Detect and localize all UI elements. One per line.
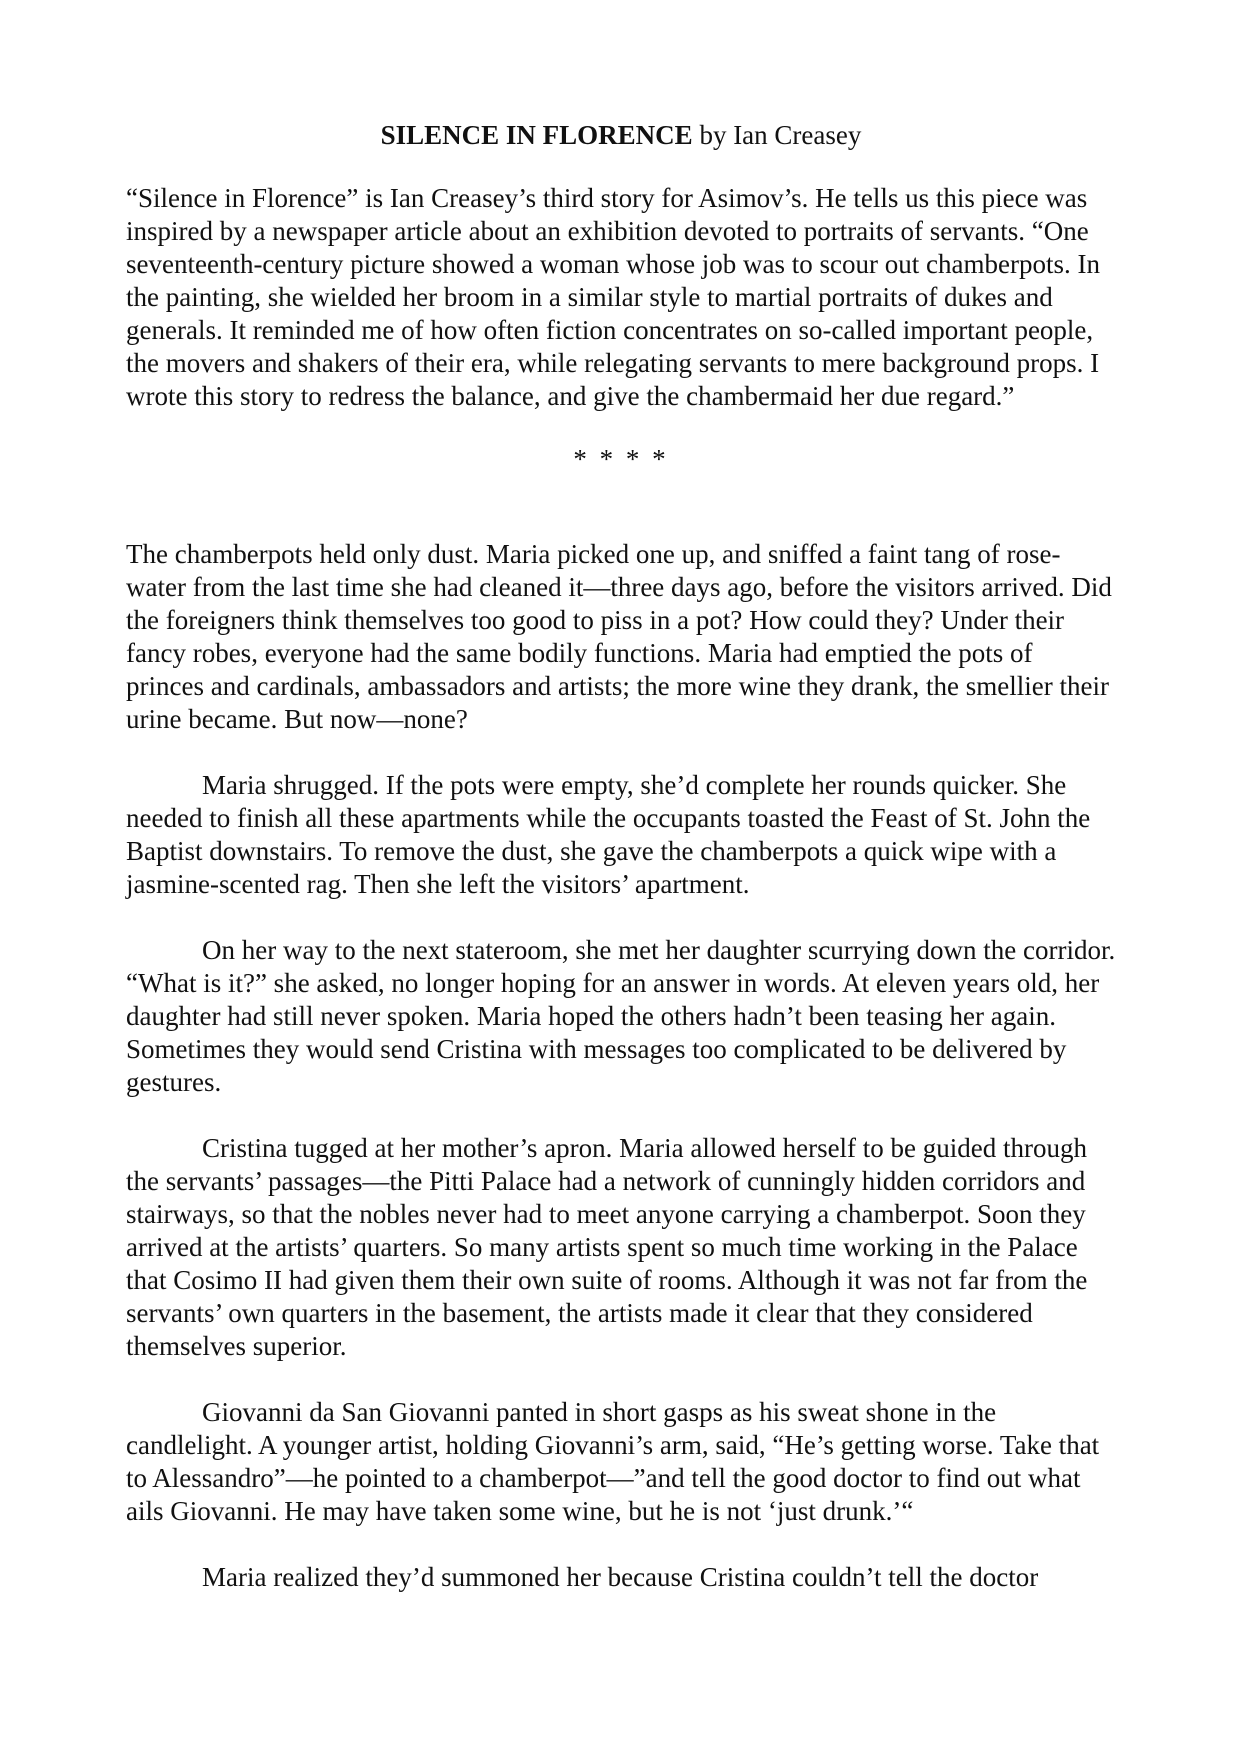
story-paragraph-5: Giovanni da San Giovanni panted in short gasps as his sweat shone in the candlelight. A younger artist, holding Giovanni’s arm, said, “He’s getting worse. Take that to Alessandro”—he pointed to a chamberpot—”and tell the good doctor to find out what ails Giovanni. He may have taken some wine, but he is not ‘just drunk.’“ xyxy=(126,1397,1100,1526)
story-title: SILENCE IN FLORENCE xyxy=(380,120,693,150)
story-heading xyxy=(126,118,1116,152)
story-paragraph-4: Cristina tugged at her mother’s apron. Maria allowed herself to be guided through the servants’ passages—the Pitti Palace had a network of cunningly hidden corridors and stairways, so that the nobles never had to meet anyone carrying a chamberpot. Soon they arrived at the artists’ quarters. So many artists spent so much time working in the Palace that Cosimo II had given them their own suite of rooms. Although it was not far from the servants’ own quarters in the basement, the artists made it clear that they considered themselves superior. xyxy=(126,1133,1088,1361)
story-paragraph-3: On her way to the next stateroom, she met her daughter scurrying down the corridor. “What is it?” she asked, no longer hoping for an answer in words. At eleven years old, her daughter had still never spoken. Maria hoped the others hadn’t been teasing her again. Sometimes they would send Cristina with messages too complicated to be delivered by gestures. xyxy=(126,935,1116,1097)
story-paragraph-6: Maria realized they’d summoned her because Cristina couldn’t tell the doctor xyxy=(202,1562,1039,1592)
story-byline: by Ian Creasey xyxy=(692,120,862,150)
section-separator: * * * * xyxy=(573,444,669,474)
intro-paragraph: “Silence in Florence” is Ian Creasey’s third story for Asimov’s. He tells us this piece was inspired by a newspaper article about an exhibition devoted to portraits of servants. “One seventeenth-century picture showed a woman whose job was to scour out chamberpots. In the painting, she wielded her broom in a similar style to martial portraits of dukes and generals. It reminded me of how often fiction concentrates on so-called important people, the movers and shakers of their era, while relegating servants to mere background props. I wrote this story to redress the balance, and give the chambermaid her due regard.” xyxy=(126,183,1100,411)
document-page xyxy=(126,118,1116,1627)
story-paragraph-1: The chamberpots held only dust. Maria picked one up, and sniffed a faint tang of rose-water from the last time she had cleaned it—three days ago, before the visitors arrived. Did the foreigners think themselves too good to piss in a pot? How could they? Under their fancy robes, everyone had the same bodily functions. Maria had emptied the pots of princes and cardinals, ambassadors and artists; the more wine they drank, the smellier their urine became. But now—none? xyxy=(126,539,1112,734)
story-paragraph-2: Maria shrugged. If the pots were empty, she’d complete her rounds quicker. She needed to finish all these apartments while the occupants toasted the Feast of St. John the Baptist downstairs. To remove the dust, she gave the chamberpots a quick wipe with a jasmine-scented rag. Then she left the visitors’ apartment. xyxy=(126,770,1091,899)
